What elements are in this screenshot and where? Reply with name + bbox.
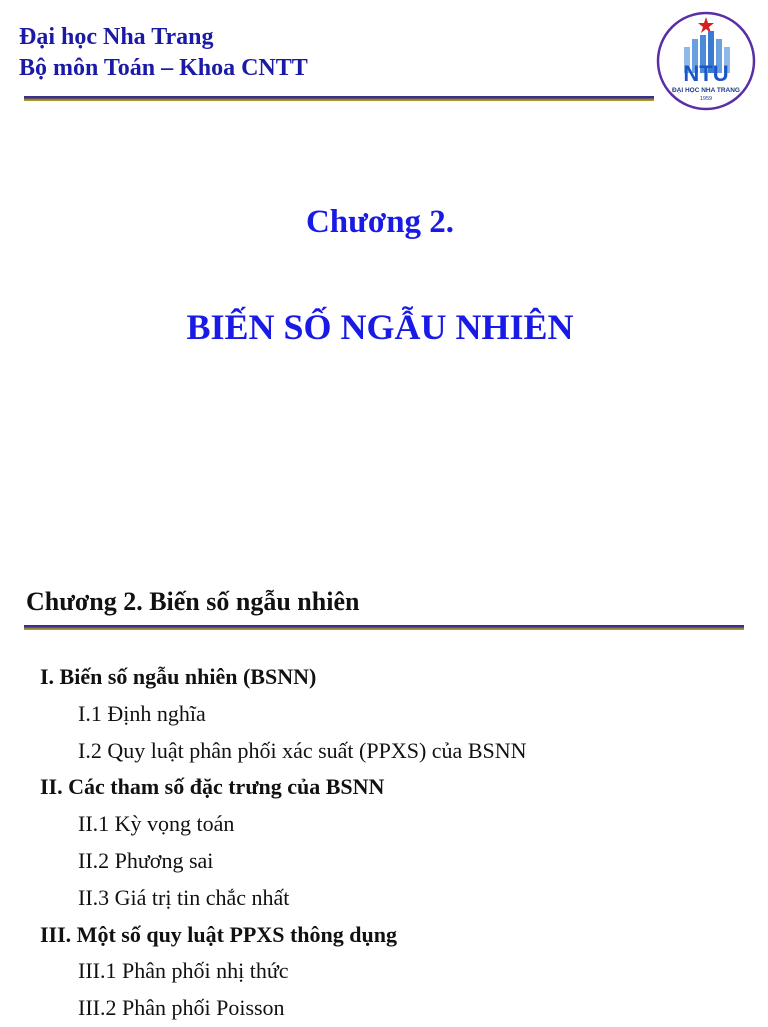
header-rule [24, 96, 654, 101]
toc-subsection: I.2 Quy luật phân phối xác suất (PPXS) của BSNN [78, 737, 527, 763]
toc-subsection: I.1 Định nghĩa [78, 700, 206, 726]
logo-subtext: ĐẠI HỌC NHA TRANG [671, 87, 741, 94]
ntu-logo [654, 9, 758, 113]
toc-subsection: III.1 Phân phối nhị thức [78, 958, 289, 984]
department-name: Bộ môn Toán – Khoa CNTT [19, 55, 308, 81]
toc-heading: Chương 2. Biến số ngẫu nhiên [26, 587, 360, 616]
toc-section: I. Biến số ngẫu nhiên (BSNN) [40, 664, 317, 689]
logo-text: NTU [683, 61, 729, 86]
chapter-title: BIẾN SỐ NGẪU NHIÊN [186, 307, 574, 347]
toc-section: III. Một số quy luật PPXS thông dụng [40, 921, 397, 947]
toc-list [40, 659, 760, 1027]
chapter-number: Chương 2. [305, 204, 455, 240]
toc-subsection: II.3 Giá trị tin chắc nhất [78, 884, 290, 910]
toc-subsection: III.2 Phân phối Poisson [78, 995, 285, 1021]
toc-section: II. Các tham số đặc trưng của BSNN [40, 774, 385, 800]
toc-subsection: II.1 Kỳ vọng toán [78, 811, 235, 837]
toc-subsection: II.2 Phương sai [78, 847, 214, 873]
institution-name: Đại học Nha Trang [19, 24, 214, 50]
logo-year: 1959 [699, 96, 713, 102]
toc-rule [24, 625, 744, 630]
